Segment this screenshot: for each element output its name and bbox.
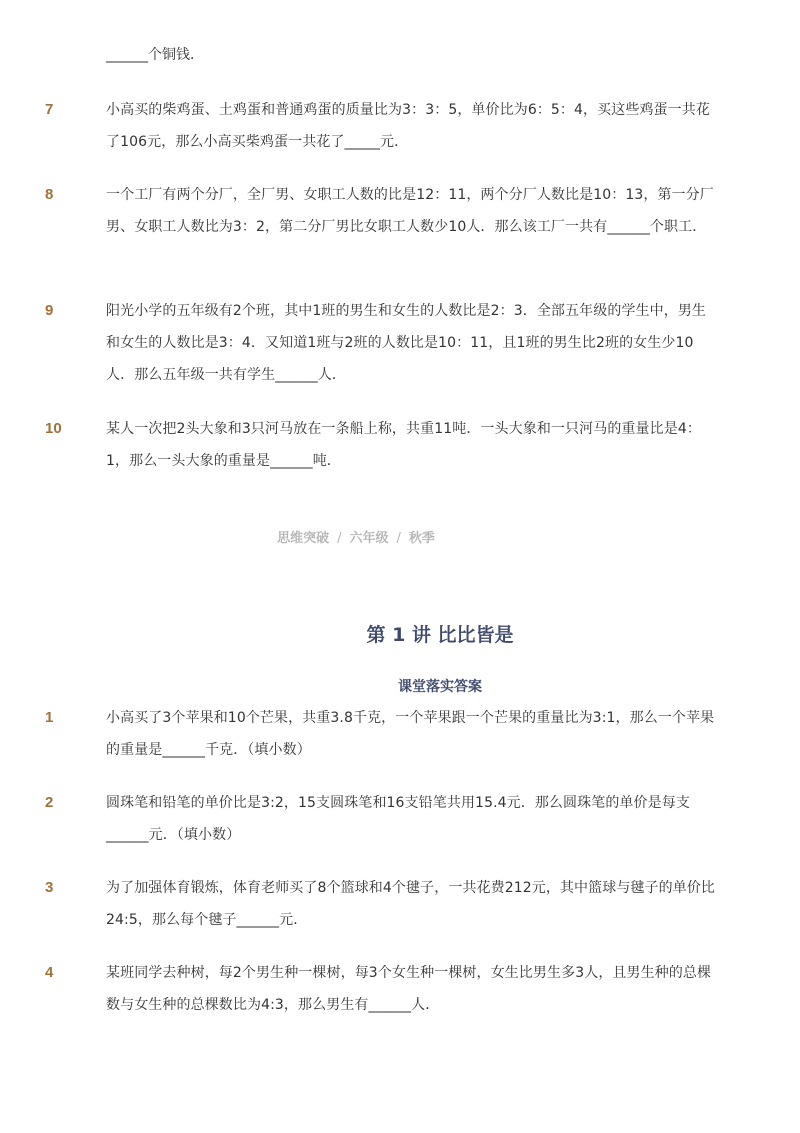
question-number: 10: [45, 420, 62, 437]
question-text: 阳光小学的五年级有2个班，其中1班的男生和女生的人数比是2：3．全部五年级的学生中，男生和女生的人数比是3：4．又知道1班与2班的人数比是10：11，且1班的男生比2班的女生少10人．那么五年级一共有学生______人．: [106, 303, 707, 383]
footer-season: 秋季: [408, 531, 435, 546]
question-number: 1: [45, 709, 54, 726]
section-title: 第 1 讲 比比皆是: [366, 624, 514, 646]
question-text: 某班同学去种树，每2个男生种一棵树，每3个女生种一棵树，女生比男生多3人，且男生种的总棵数与女生种的总棵数比为4:3，那么男生有______人．: [106, 965, 712, 1013]
question-text: 小高买的柴鸡蛋、土鸡蛋和普通鸡蛋的质量比为3：3：5，单价比为6：5：4，买这些鸡蛋一共花了106元，那么小高买柴鸡蛋一共花了_____元．: [106, 102, 710, 150]
question-text: 一个工厂有两个分厂，全厂男、女职工人数的比是12：11，两个分厂人数比是10：13，第一分厂男、女职工人数比为3：2，第二分厂男比女职工人数少10人．那么该工厂一共有______个职工．: [106, 187, 714, 235]
question-text: 圆珠笔和铅笔的单价比是3:2，15支圆珠笔和16支铅笔共用15.4元．那么圆珠笔的单价是每支______元．（填小数）: [106, 795, 690, 843]
question-number: 8: [45, 186, 54, 203]
footer-brand: 思维突破: [277, 531, 330, 546]
question-text: 为了加强体育锻炼，体育老师买了8个篮球和4个毽子，一共花费212元，其中篮球与毽子的单价比24:5，那么每个毽子______元．: [106, 880, 716, 928]
footer-separator: /: [396, 531, 401, 546]
page-footer: [0, 527, 712, 546]
section-subtitle: 课堂落实答案: [398, 679, 482, 695]
question-number: 2: [45, 794, 54, 811]
question-number: 4: [45, 964, 54, 981]
question-number: 3: [45, 879, 54, 896]
footer-grade: 六年级: [349, 531, 389, 546]
question-number: 9: [45, 302, 54, 319]
question-text: 某人一次把2头大象和3只河马放在一条船上称，共重11吨．一头大象和一只河马的重量比是4：1，那么一头大象的重量是______吨．: [106, 421, 701, 469]
question-number: 7: [45, 101, 54, 118]
footer-separator: /: [337, 531, 342, 546]
question-text: 小高买了3个苹果和10个芒果，共重3.8千克，一个苹果跟一个芒果的重量比为3:1，那么一个苹果的重量是______千克．（填小数）: [106, 710, 715, 758]
question-fragment: ______个铜钱．: [106, 47, 204, 63]
